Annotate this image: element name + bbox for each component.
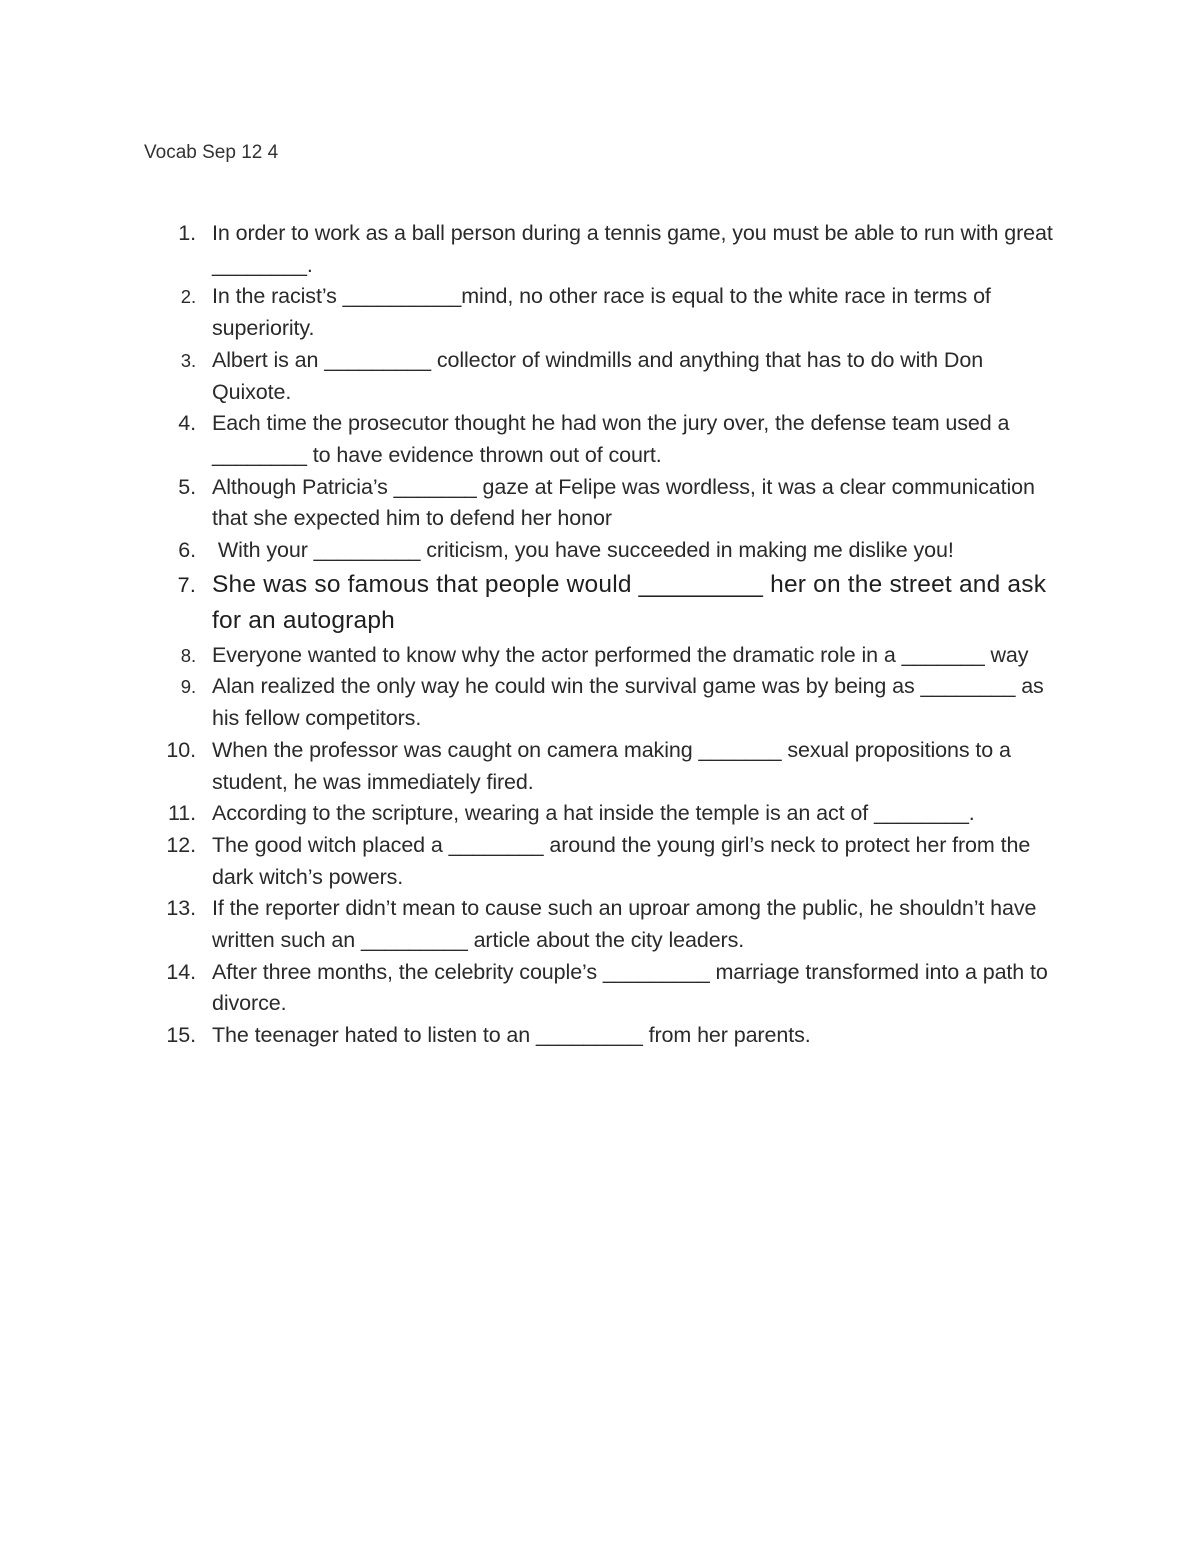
question-text: Albert is an _________ collector of windmills and anything that has to do with Don Quixote. xyxy=(212,347,984,404)
question-text: She was so famous that people would _________ her on the street and ask for an autograph xyxy=(212,570,1047,635)
question-item xyxy=(0,1020,1200,1052)
question-item xyxy=(0,535,1200,567)
question-number: 3. xyxy=(180,349,196,371)
question-text: Although Patricia’s _______ gaze at Felipe was wordless, it was a clear communication that she expected him to defend her honor xyxy=(212,474,1035,531)
question-number: 6. xyxy=(178,538,196,563)
question-text: In the racist’s __________mind, no other race is equal to the white race in terms of superiority. xyxy=(212,284,991,341)
question-item xyxy=(0,640,1200,672)
question-text: The good witch placed a ________ around the young girl’s neck to protect her from the dark witch’s powers. xyxy=(212,832,1031,889)
question-number: 2. xyxy=(180,286,196,308)
question-number: 5. xyxy=(178,474,196,499)
question-item xyxy=(0,735,1200,798)
question-text: If the reporter didn’t mean to cause such an uproar among the public, he shouldn’t have written such an _________ article about the city leaders. xyxy=(212,896,1037,953)
page-title: Vocab Sep 12 4 xyxy=(144,142,279,163)
question-text: After three months, the celebrity couple’s _________ marriage transformed into a path to divorce. xyxy=(212,959,1048,1016)
question-number: 8. xyxy=(180,644,196,666)
question-number: 15. xyxy=(166,1023,196,1048)
question-text: When the professor was caught on camera making _______ sexual propositions to a student, he was immediately fired. xyxy=(212,737,1011,794)
question-item xyxy=(0,567,1200,640)
question-number: 4. xyxy=(178,411,196,436)
question-text: With your _________ criticism, you have succeeded in making me dislike you! xyxy=(212,538,954,563)
question-item xyxy=(0,281,1200,344)
question-text: Everyone wanted to know why the actor performed the dramatic role in a _______ way xyxy=(212,642,1029,667)
question-item xyxy=(0,830,1200,893)
question-item xyxy=(0,893,1200,956)
question-item xyxy=(0,472,1200,535)
question-text: Each time the prosecutor thought he had won the jury over, the defense team used a ________ to have evidence thrown out of court. xyxy=(212,411,1010,467)
question-item xyxy=(0,345,1200,408)
question-number: 13. xyxy=(166,896,196,921)
question-number: 9. xyxy=(180,676,196,698)
question-item xyxy=(0,798,1200,830)
question-text: According to the scripture, wearing a hat inside the temple is an act of ________. xyxy=(212,801,975,826)
question-number: 12. xyxy=(166,832,196,857)
question-number: 11. xyxy=(168,801,196,826)
question-item xyxy=(0,957,1200,1020)
question-item xyxy=(0,408,1200,471)
question-number: 7. xyxy=(177,572,196,597)
question-number: 10. xyxy=(166,737,196,762)
question-text: Alan realized the only way he could win the survival game was by being as ________ as his fellow competitors. xyxy=(212,674,1044,731)
question-item xyxy=(0,671,1200,734)
question-text: In order to work as a ball person during a tennis game, you must be able to run with great ________. xyxy=(212,221,1053,277)
question-number: 14. xyxy=(166,959,196,984)
question-list xyxy=(0,218,1200,1052)
question-item xyxy=(0,218,1200,281)
question-number: 1. xyxy=(178,221,196,245)
question-text: The teenager hated to listen to an _________ from her parents. xyxy=(212,1023,811,1048)
